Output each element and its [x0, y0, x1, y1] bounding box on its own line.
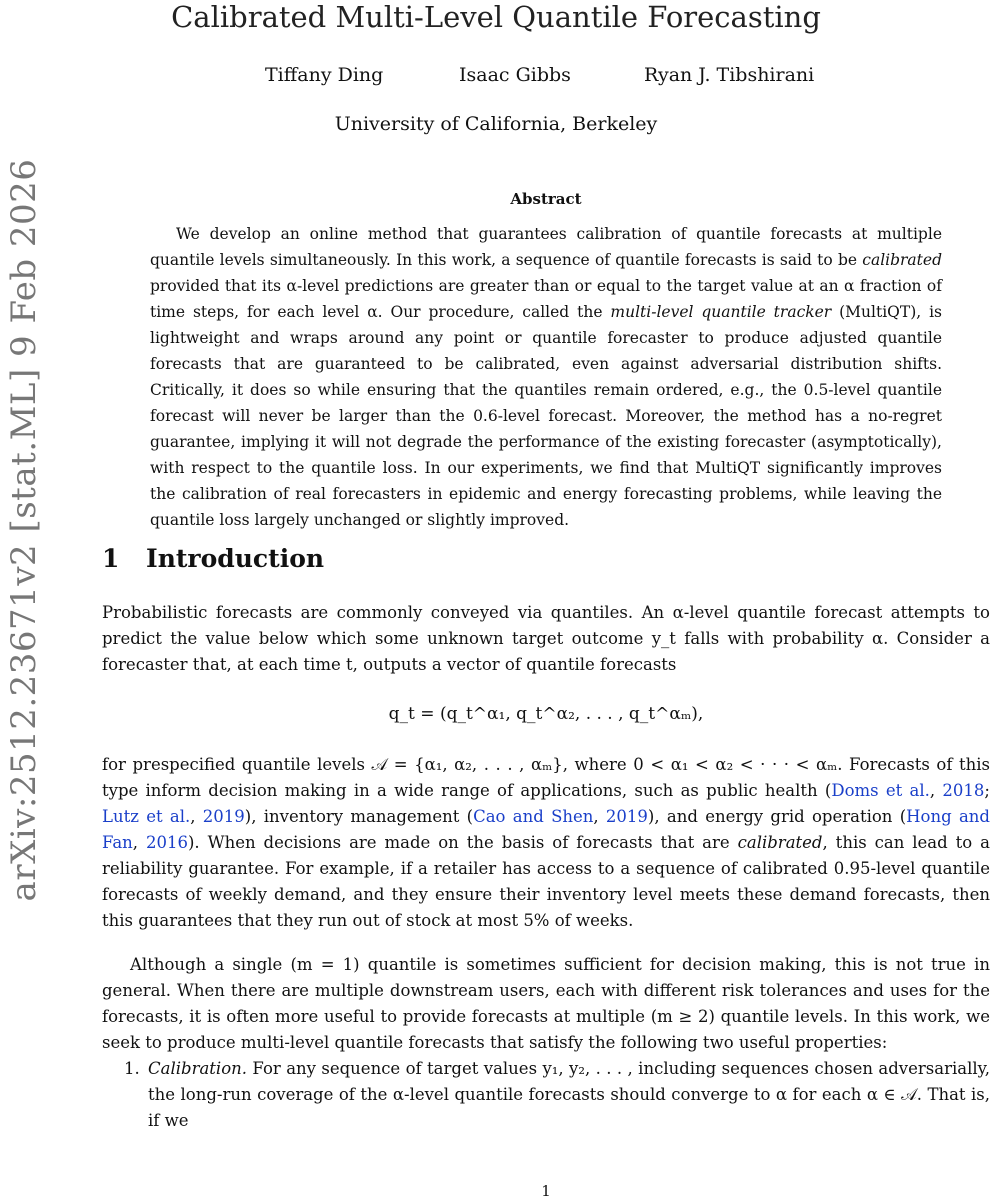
section-title: Introduction: [146, 544, 325, 573]
citation-link[interactable]: 2019: [202, 807, 245, 826]
list-marker: 1.: [124, 1059, 140, 1078]
list-item: Calibration. For any sequence of target values y₁, y₂, . . . , including sequences chosen adversarially, the long-run coverage of the α-level quantile forecasts should converge to α for each α ∈ 𝒜. That is, if we: [148, 1059, 990, 1130]
abstract-body: We develop an online method that guarantees calibration of quantile forecasts at multiple quantile levels simultaneously. In this work, a sequence of quantile forecasts is said to be calibrated provided that its α-level predictions are greater than or equal to the target value at an α fraction of time steps, for each level α. Our procedure, called the multi-level quantile tracker (MultiQT), is lightweight and wraps around any point or quantile forecaster to produce adjusted quantile forecasts that are guaranteed to be calibrated, even against adversarial distribution shifts. Critically, it does so while ensuring that the quantiles remain ordered, e.g., the 0.5-level quantile forecast will never be larger than the 0.6-level forecast. Moreover, the method has a no-regret guarantee, implying it will not degrade the performance of the existing forecaster (asymptotically), with respect to the quantile loss. In our experiments, we find that MultiQT significantly improves the calibration of real forecasters in epidemic and energy forecasting problems, while leaving the quantile loss largely unchanged or slightly improved.: [150, 225, 942, 529]
arxiv-sidebar: [0, 158, 48, 902]
affiliation: University of California, Berkeley: [334, 113, 658, 135]
citation-link[interactable]: Cao and Shen: [473, 807, 594, 826]
property-list: [102, 1056, 990, 1134]
citation-link[interactable]: 2019: [605, 807, 648, 826]
citation-link[interactable]: Hong and Fan: [102, 807, 990, 852]
section-number: 1: [102, 544, 120, 573]
citation-link[interactable]: 2016: [145, 833, 188, 852]
abstract-heading: Abstract: [510, 190, 582, 208]
page-number: 1: [541, 1182, 551, 1200]
intro-paragraph-1: Probabilistic forecasts are commonly conveyed via quantiles. An α-level quantile forecast attempts to predict the value below which some unknown target outcome y_t falls with probability α. Consider a forecaster that, at each time t, outputs a vector of quantile forecasts: [102, 603, 990, 674]
author-name: Tiffany Ding: [265, 64, 384, 86]
paper-title: Calibrated Multi-Level Quantile Forecasting: [171, 0, 821, 34]
intro-paragraph-2: for prespecified quantile levels 𝒜 = {α₁, α₂, . . . , αₘ}, where 0 < α₁ < α₂ < · · · < αₘ. Forecasts of this type inform decision making in a wide range of applications, such as public health (Doms et al., 2018; Lutz et al., 2019), inventory management (Cao and Shen, 2019), and energy grid operation (Hong and Fan, 2016). When decisions are made on the basis of forecasts that are calibrated, this can lead to a reliability guarantee. For example, if a retailer has access to a sequence of calibrated 0.95-level quantile forecasts of weekly demand, and they ensure their inventory level meets these demand forecasts, then this guarantees that they run out of stock at most 5% of weeks.: [102, 755, 990, 930]
intro-paragraph-3: Although a single (m = 1) quantile is sometimes sufficient for decision making, this is not true in general. When there are multiple downstream users, each with different risk tolerances and uses for the forecasts, it is often more useful to provide forecasts at multiple (m ≥ 2) quantile levels. In this work, we seek to produce multi-level quantile forecasts that satisfy the following two useful properties:: [102, 955, 990, 1052]
arxiv-identifier: arXiv:2512.23671v2 [stat.ML] 9 Feb 2026: [4, 158, 44, 902]
author-name: Isaac Gibbs: [459, 64, 571, 86]
citation-link[interactable]: Doms et al.: [831, 781, 930, 800]
citation-link[interactable]: 2018: [942, 781, 985, 800]
author-name: Ryan J. Tibshirani: [644, 64, 815, 86]
citation-link[interactable]: Lutz et al.: [102, 807, 191, 826]
section-heading: [102, 544, 324, 573]
display-equation: q_t = (q_t^α₁, q_t^α₂, . . . , q_t^αₘ),: [388, 704, 704, 724]
